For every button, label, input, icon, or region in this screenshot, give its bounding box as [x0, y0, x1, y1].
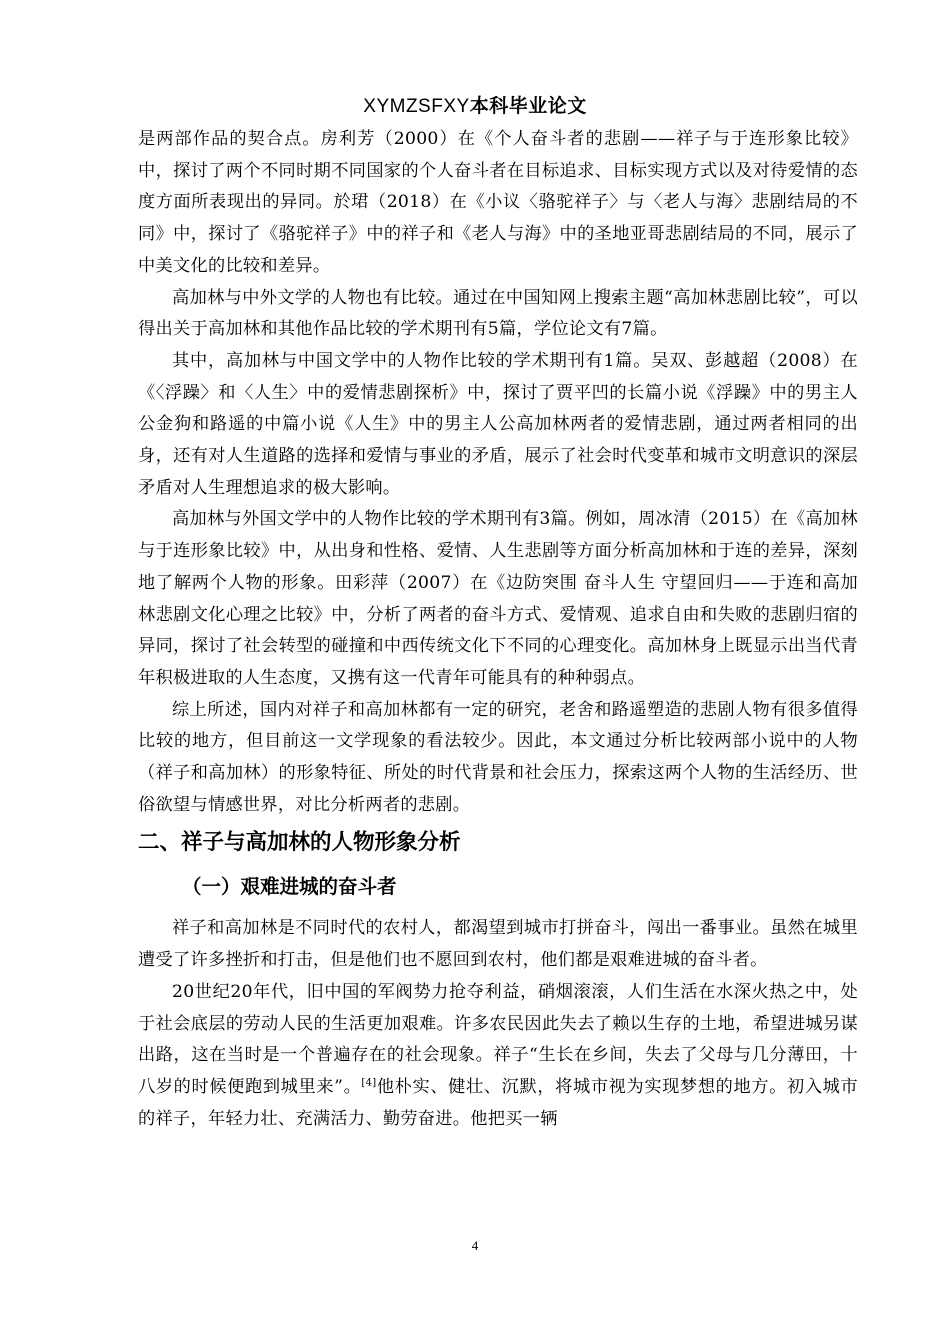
subsection-heading: （一）艰难进城的奋斗者: [182, 875, 397, 899]
paragraph-text: 20世纪20年代，旧中国的军阀势力抢夺利益，硝烟滚滚，人们生活在水深火热之中，处于社会底层的劳动人民的生活更加艰难。许多农民因此失去了赖以生存的土地，希望进城另谋出路，这在当时是一个普遍存在的社会现象。祥子“生长在乡间，失去了父母与几分薄田，十八岁的时候便跑到城里来”。: [138, 981, 858, 1097]
section-heading: 二、祥子与高加林的人物形象分析: [138, 830, 461, 856]
citation-reference: [4]: [361, 1077, 377, 1089]
body-text: [138, 124, 858, 1135]
page-header: [0, 92, 950, 121]
paragraph: 高加林与中外文学的人物也有比较。通过在中国知网上搜索主题“高加林悲剧比较”，可以得出关于高加林和其他作品比较的学术期刊有5篇，学位论文有7篇。: [138, 287, 858, 340]
header-school-code: XYMZSFXY: [363, 96, 470, 117]
paragraph: 综上所述，国内对祥子和高加林都有一定的研究，老舍和路遥塑造的悲剧人物有很多值得比较的地方，但目前这一文学现象的看法较少。因此，本文通过分析比较两部小说中的人物（祥子和高加林）的形象特征、所处的时代背景和社会压力，探索这两个人物的生活经历、世俗欲望与情感世界，对比分析两者的悲剧。: [138, 699, 858, 815]
paragraph: 高加林与外国文学中的人物作比较的学术期刊有3篇。例如，周冰清（2015）在《高加林与于连形象比较》中，从出身和性格、爱情、人生悲剧等方面分析高加林和于连的差异，深刻地了解两个人物的形象。田彩萍（2007）在《边防突围 奋斗人生 守望回归——于连和高加林悲剧文化心理之比较》中，分析了两者的奋斗方式、爱情观、追求自由和失败的悲剧归宿的异同，探讨了社会转型的碰撞和中西传统文化下不同的心理变化。高加林身上既显示出当代青年积极进取的人生态度，又携有这一代青年可能具有的种种弱点。: [138, 509, 858, 688]
page-number: 4: [471, 1238, 479, 1253]
paragraph: [138, 977, 858, 1136]
paragraph: 祥子和高加林是不同时代的农村人，都渴望到城市打拼奋斗，闯出一番事业。虽然在城里遭受了许多挫折和打击，但是他们也不愿回到农村，他们都是艰难进城的奋斗者。: [138, 918, 858, 971]
paragraph-text: 他朴实、健壮、沉默，将城市视为实现梦想的地方。初入城市的祥子，年轻力壮、充满活力、勤劳奋进。他把买一辆: [138, 1076, 858, 1129]
header-thesis-label: 本科毕业论文: [469, 95, 587, 117]
paragraph: 其中，高加林与中国文学中的人物作比较的学术期刊有1篇。吴双、彭越超（2008）在《〈浮躁〉和〈人生〉中的爱情悲剧探析》中，探讨了贾平凹的长篇小说《浮躁》中的男主人公金狗和路遥的中篇小说《人生》中的男主人公高加林两者的爱情悲剧，通过两者相同的出身，还有对人生道路的选择和爱情与事业的矛盾，展示了社会时代变革和城市文明意识的深层矛盾对人生理想追求的极大影响。: [138, 350, 858, 498]
paragraph-continued: 是两部作品的契合点。房利芳（2000）在《个人奋斗者的悲剧——祥子与于连形象比较》中，探讨了两个不同时期不同国家的个人奋斗者在目标追求、目标实现方式以及对待爱情的态度方面所表现出的异同。於珺（2018）在《小议〈骆驼祥子〉与〈老人与海〉悲剧结局的不同》中，探讨了《骆驼祥子》中的祥子和《老人与海》中的圣地亚哥悲剧结局的不同，展示了中美文化的比较和差异。: [138, 129, 858, 276]
